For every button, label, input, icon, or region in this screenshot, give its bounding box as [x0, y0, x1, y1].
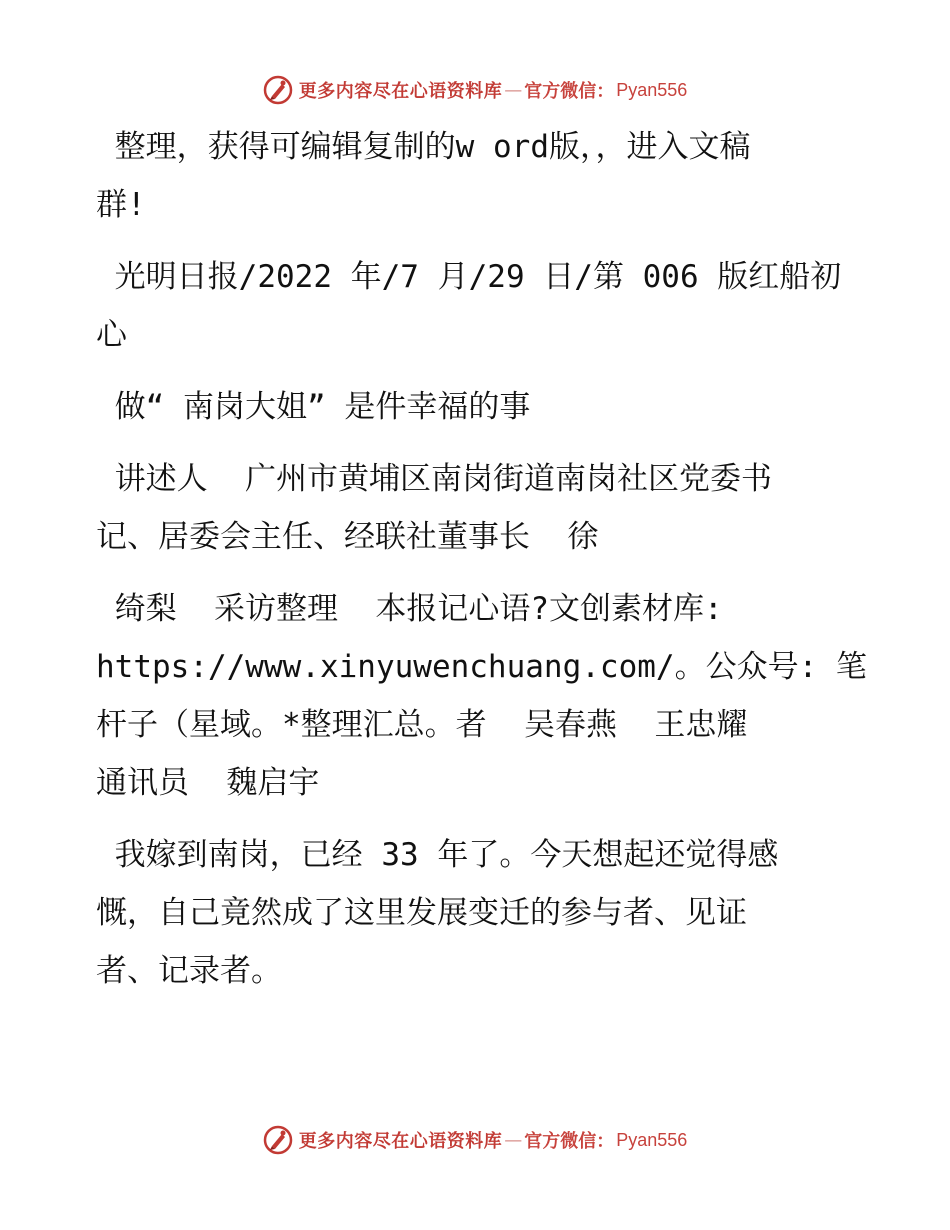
banner-main-text: 更多内容尽在心语资料库 — [298, 1131, 503, 1152]
text-line: 杆子（星域。*整理汇总。者 吴春燕 王忠耀 — [96, 707, 748, 743]
text-line: 绮梨 采访整理 本报记心语?文创素材库: — [96, 591, 723, 627]
paragraph — [96, 580, 867, 812]
banner-wechat-label: 官方微信： — [524, 81, 615, 102]
banner-main-text: 更多内容尽在心语资料库 — [298, 81, 503, 102]
paragraph — [96, 118, 856, 234]
paragraph-title — [96, 378, 856, 436]
text-line: 记、居委会主任、经联社董事长 徐 — [96, 519, 599, 555]
document-body — [96, 118, 867, 1014]
footer-banner — [0, 1120, 950, 1160]
text-line: 整理，获得可编辑复制的w ord版，，进入文稿 — [96, 129, 751, 165]
text-line: 慨，自己竟然成了这里发展变迁的参与者、见证 — [96, 895, 747, 931]
text-line: 心 — [96, 317, 127, 353]
banner-dash: — — [504, 79, 523, 101]
paragraph — [96, 248, 856, 364]
text-line: 我嫁到南岗，已经 33 年了。今天想起还觉得感 — [96, 837, 779, 873]
text-line: 者、记录者。 — [96, 953, 282, 989]
text-line: 光明日报/2022 年/7 月/29 日/第 006 版红船初 — [96, 259, 842, 295]
text-line: https://www.xinyuwenchuang.com/。公众号: 笔 — [96, 649, 867, 685]
pen-nib-logo-icon — [263, 1125, 293, 1155]
text-line: 通讯员 魏启宇 — [96, 765, 320, 801]
text-line: 做“ 南岗大姐” 是件幸福的事 — [96, 389, 531, 425]
banner-wechat-id: Pyan556 — [616, 1129, 688, 1150]
text-line: 群! — [96, 187, 146, 223]
pen-nib-logo-icon — [263, 75, 293, 105]
banner-dash: — — [504, 1129, 523, 1151]
banner-wechat-label: 官方微信： — [524, 1131, 615, 1152]
paragraph — [96, 450, 856, 566]
text-line: 讲述人 广州市黄埔区南岗街道南岗社区党委书 — [96, 461, 772, 497]
paragraph — [96, 826, 856, 1000]
header-banner — [0, 70, 950, 110]
banner-wechat-id: Pyan556 — [616, 79, 688, 100]
